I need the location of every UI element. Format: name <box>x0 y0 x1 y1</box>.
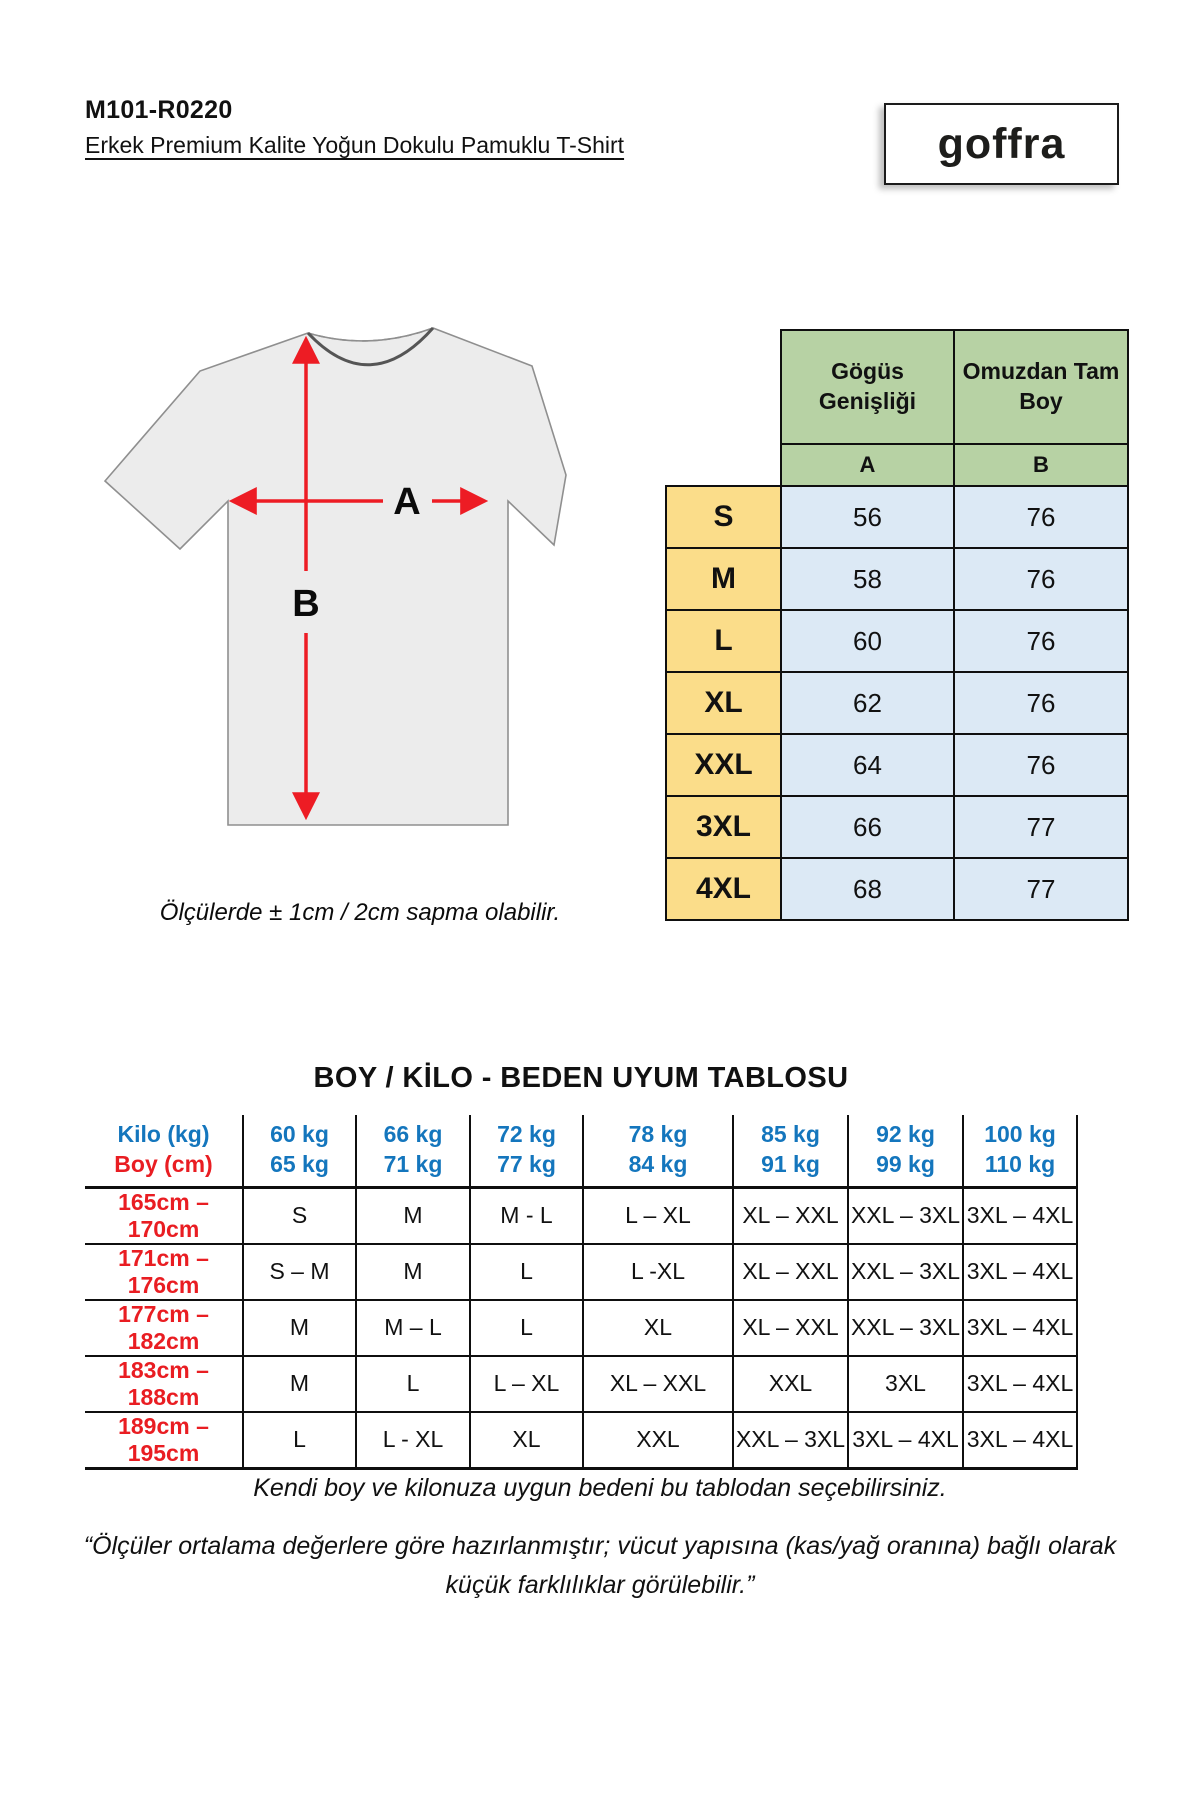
fit-cell: L <box>470 1300 583 1356</box>
corner-cell <box>85 1115 243 1187</box>
height-range: 177cm – 182cm <box>85 1300 243 1356</box>
chest-value: 68 <box>781 858 954 920</box>
chest-value: 64 <box>781 734 954 796</box>
tshirt-diagram <box>80 293 580 838</box>
height-range: 171cm – 176cm <box>85 1244 243 1300</box>
chest-value: 58 <box>781 548 954 610</box>
corner-kilo-label: Kilo (kg) <box>117 1121 210 1148</box>
weight-col-header: 85 kg 91 kg <box>733 1115 848 1187</box>
fit-cell: 3XL – 4XL <box>848 1412 963 1469</box>
fit-row <box>85 1187 1077 1244</box>
fit-cell: L - XL <box>356 1412 470 1469</box>
brand-logo-text: goffra <box>937 119 1066 168</box>
corner-boy-label: Boy (cm) <box>114 1151 213 1178</box>
fit-cell: M <box>243 1356 356 1412</box>
height-range: 183cm – 188cm <box>85 1356 243 1412</box>
fit-cell: XL – XXL <box>733 1300 848 1356</box>
size-row-s <box>666 486 1128 548</box>
product-title: Erkek Premium Kalite Yoğun Dokulu Pamuklu T-Shirt <box>85 132 625 158</box>
fit-row <box>85 1356 1077 1412</box>
fit-cell: XL <box>583 1300 733 1356</box>
fit-cell: M <box>356 1244 470 1300</box>
size-row-l <box>666 610 1128 672</box>
size-label: XL <box>666 672 781 734</box>
size-label: S <box>666 486 781 548</box>
product-code: M101-R0220 <box>85 96 233 124</box>
col-header-chest: Gögüs Genişliği <box>781 330 954 444</box>
fit-cell: XXL <box>583 1412 733 1469</box>
fit-hint-note: Kendi boy ve kilonuza uygun bedeni bu tablodan seçebilirsiniz. <box>253 1474 947 1502</box>
fit-row <box>85 1244 1077 1300</box>
fit-cell: L – XL <box>583 1187 733 1244</box>
fit-cell: XXL – 3XL <box>733 1412 848 1469</box>
measure-label-b: B <box>292 583 320 625</box>
size-label: XXL <box>666 734 781 796</box>
size-row-xl <box>666 672 1128 734</box>
weight-col-header: 72 kg 77 kg <box>470 1115 583 1187</box>
size-row-m <box>666 548 1128 610</box>
fit-cell: S <box>243 1187 356 1244</box>
fit-table <box>85 1115 1078 1470</box>
fit-cell: L <box>470 1244 583 1300</box>
tshirt-outline <box>105 328 566 825</box>
weight-col-header: 60 kg 65 kg <box>243 1115 356 1187</box>
fit-cell: M – L <box>356 1300 470 1356</box>
weight-col-header: 78 kg 84 kg <box>583 1115 733 1187</box>
size-label: 4XL <box>666 858 781 920</box>
measurement-table <box>665 329 1129 921</box>
fit-cell: XL – XXL <box>583 1356 733 1412</box>
col-header-length: Omuzdan Tam Boy <box>954 330 1128 444</box>
length-value: 76 <box>954 548 1128 610</box>
chest-value: 62 <box>781 672 954 734</box>
height-range: 189cm – 195cm <box>85 1412 243 1469</box>
weight-col-header: 100 kg 110 kg <box>963 1115 1077 1187</box>
fit-cell: 3XL – 4XL <box>963 1244 1077 1300</box>
fit-cell: XL – XXL <box>733 1187 848 1244</box>
weight-col-header: 92 kg 99 kg <box>848 1115 963 1187</box>
fit-cell: L – XL <box>470 1356 583 1412</box>
fit-cell: L <box>243 1412 356 1469</box>
length-value: 77 <box>954 796 1128 858</box>
length-value: 77 <box>954 858 1128 920</box>
fit-cell: XL <box>470 1412 583 1469</box>
chest-value: 66 <box>781 796 954 858</box>
chest-value: 60 <box>781 610 954 672</box>
fit-table-title: BOY / KİLO - BEDEN UYUM TABLOSU <box>313 1062 849 1094</box>
fit-cell: XL – XXL <box>733 1244 848 1300</box>
size-row-xxl <box>666 734 1128 796</box>
tolerance-note: Ölçülerde ± 1cm / 2cm sapma olabilir. <box>159 899 561 926</box>
fit-cell: 3XL – 4XL <box>963 1300 1077 1356</box>
fit-row <box>85 1412 1077 1469</box>
fit-cell: M - L <box>470 1187 583 1244</box>
length-value: 76 <box>954 486 1128 548</box>
fit-cell: M <box>243 1300 356 1356</box>
length-value: 76 <box>954 734 1128 796</box>
size-label: 3XL <box>666 796 781 858</box>
fit-cell: 3XL – 4XL <box>963 1187 1077 1244</box>
fit-row <box>85 1300 1077 1356</box>
chest-value: 56 <box>781 486 954 548</box>
fit-cell: S – M <box>243 1244 356 1300</box>
size-row-3xl <box>666 796 1128 858</box>
size-label: M <box>666 548 781 610</box>
fit-cell: XXL – 3XL <box>848 1300 963 1356</box>
size-label: L <box>666 610 781 672</box>
col-letter-b: B <box>954 444 1128 486</box>
fit-cell: 3XL – 4XL <box>963 1356 1077 1412</box>
fit-cell: L <box>356 1356 470 1412</box>
measure-label-a: A <box>393 481 421 523</box>
disclaimer-note: “Ölçüler ortalama değerlere göre hazırlanmıştır; vücut yapısına (kas/yağ oranına) bağlı olarak küçük farklılıklar görülebilir.” <box>83 1532 1117 1599</box>
col-letter-a: A <box>781 444 954 486</box>
blank-cell <box>666 330 781 444</box>
fit-header-row <box>85 1115 1077 1187</box>
size-row-4xl <box>666 858 1128 920</box>
brand-logo <box>884 103 1119 185</box>
fit-cell: M <box>356 1187 470 1244</box>
fit-cell: L -XL <box>583 1244 733 1300</box>
fit-cell: XXL – 3XL <box>848 1244 963 1300</box>
weight-col-header: 66 kg 71 kg <box>356 1115 470 1187</box>
length-value: 76 <box>954 610 1128 672</box>
fit-cell: XXL – 3XL <box>848 1187 963 1244</box>
blank-cell <box>666 444 781 486</box>
length-value: 76 <box>954 672 1128 734</box>
fit-cell: 3XL – 4XL <box>963 1412 1077 1469</box>
fit-cell: 3XL <box>848 1356 963 1412</box>
height-range: 165cm – 170cm <box>85 1187 243 1244</box>
fit-cell: XXL <box>733 1356 848 1412</box>
